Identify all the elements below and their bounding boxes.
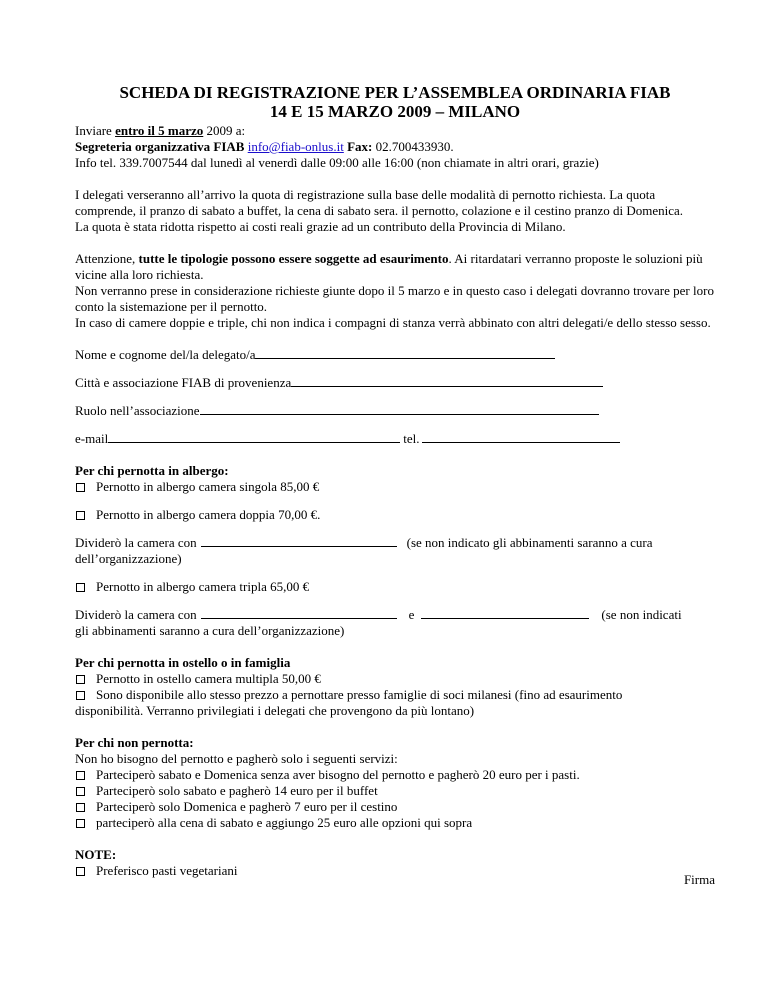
city-field [75,375,715,391]
warning-bold: tutte le tipologie possono essere soggette ad esaurimento [138,251,449,266]
fax-number: 02.700433930. [372,139,454,154]
send-prefix: Inviare [75,123,116,138]
nostay-option-3 [75,799,715,815]
title-line-1: SCHEDA DI REGISTRAZIONE PER L’ASSEMBLEA ORDINARIA FIAB [119,83,671,102]
warning-deadline: Non verranno prese in considerazione richieste giunte dopo il 5 marzo e in questo caso i delegati dovranno trovare per loro conto la sistemazione per il pernotto. [75,283,714,314]
nostay-label-3: Parteciperò solo Domenica e pagherò 7 euro per il cestino [96,799,398,814]
family-option [75,687,715,703]
double-share-note-cont: dell’organizzazione) [75,551,182,566]
double-share-label: Dividerò la camera con [75,535,197,550]
hostel-option [75,671,715,687]
email-link[interactable]: info@fiab-onlus.it [247,139,344,154]
intro-paragraph: I delegati verseranno all’arrivo la quota di registrazione sulla base delle modalità di pernotto richiesta. La quota comprende, il pranzo di sabato a buffet, la cena di sabato sera. il pernotto, colazione e il cestino pranzo di Domenica. [75,187,684,218]
role-field [75,403,715,419]
signature-label: Firma [683,872,715,887]
triple-and: e [408,607,415,622]
nostay-checkbox-1[interactable] [76,771,85,780]
hotel-double-option [75,507,715,523]
form-title [75,83,715,121]
hotel-double-label: Pernotto in albergo camera doppia 70,00 €. [96,507,321,522]
registration-form [75,83,715,879]
triple-share-label: Dividerò la camera con [75,607,197,622]
hostel-heading: Per chi pernotta in ostello o in famiglia [75,655,291,670]
vegetarian-option [75,863,715,879]
nostay-label-4: parteciperò alla cena di sabato e aggiungo 25 euro alle opzioni qui sopra [96,815,473,830]
role-input[interactable] [200,403,599,415]
nostay-option-1 [75,767,715,783]
intro-reduction: La quota è stata ridotta rispetto ai costi reali grazie ad un contributo della Provincia di Milano. [75,219,566,234]
info-line: Info tel. 339.7007544 dal lunedì al venerdì dalle 09:00 alle 16:00 (non chiamate in altri orari, grazie) [75,155,599,170]
double-share-note: (se non indicato gli abbinamenti saranno a cura [406,535,653,550]
send-suffix: 2009 a: [203,123,246,138]
hostel-checkbox[interactable] [76,675,85,684]
double-share-input[interactable] [201,535,397,547]
tel-input[interactable] [422,431,620,443]
role-label: Ruolo nell’associazione [75,403,200,418]
triple-share-note-cont: gli abbinamenti saranno a cura dell’organizzazione) [75,623,345,638]
warning-paragraph [75,251,715,283]
triple-share-field [75,607,715,623]
contact-field [75,431,715,447]
name-label: Nome e cognome del/la delegato/a [75,347,256,362]
hotel-triple-checkbox[interactable] [76,583,85,592]
vegetarian-checkbox[interactable] [76,867,85,876]
secretary-label: Segreteria organizzativa FIAB [75,139,245,154]
name-input[interactable] [255,347,555,359]
vegetarian-label: Preferisco pasti vegetariani [96,863,238,878]
hotel-heading: Per chi pernotta in albergo: [75,463,229,478]
hostel-label: Pernotto in ostello camera multipla 50,00 € [96,671,321,686]
city-label: Città e associazione FIAB di provenienza [75,375,292,390]
family-label: Sono disponibile allo stesso prezzo a pernottare presso famiglie di soci milanesi (fino ad esaurimento [96,687,623,702]
hotel-single-checkbox[interactable] [76,483,85,492]
warning-rest: . Ai ritardatari verranno proposte le soluzioni più vicine alla loro richiesta. [75,251,703,282]
nostay-label-2: Parteciperò solo sabato e pagherò 14 euro per il buffet [96,783,378,798]
notes-heading: NOTE: [75,847,117,862]
send-instructions [75,123,715,139]
email-input[interactable] [108,431,400,443]
title-line-2: 14 E 15 MARZO 2009 – MILANO [269,102,521,121]
triple-share-note: (se non indicati [601,607,682,622]
tel-label: tel. [403,431,420,446]
double-share-field [75,535,715,551]
nostay-heading: Per chi non pernotta: [75,735,194,750]
triple-share-input-2[interactable] [421,607,589,619]
nostay-checkbox-2[interactable] [76,787,85,796]
nostay-intro: Non ho bisogno del pernotto e pagherò solo i seguenti servizi: [75,751,398,766]
family-label-cont: disponibilità. Verranno privilegiati i delegati che provengono da più lontano) [75,703,475,718]
email-label: e-mail [75,431,109,446]
fax-label: Fax: [347,139,373,154]
warning-roommates: In caso di camere doppie e triple, chi non indica i compagni di stanza verrà abbinato con altri delegati/e dello stesso sesso. [75,315,711,330]
triple-share-input-1[interactable] [201,607,397,619]
name-field [75,347,715,363]
hotel-triple-option [75,579,715,595]
hotel-triple-label: Pernotto in albergo camera tripla 65,00 € [96,579,310,594]
nostay-option-4 [75,815,715,831]
nostay-checkbox-4[interactable] [76,819,85,828]
warning-lead: Attenzione, [75,251,139,266]
nostay-label-1: Parteciperò sabato e Domenica senza aver bisogno del pernotto e pagherò 20 euro per i pasti. [96,767,580,782]
city-input[interactable] [291,375,603,387]
hotel-double-checkbox[interactable] [76,511,85,520]
nostay-option-2 [75,783,715,799]
family-checkbox[interactable] [76,691,85,700]
send-deadline: entro il 5 marzo [115,123,204,138]
hotel-single-label: Pernotto in albergo camera singola 85,00 € [96,479,320,494]
hotel-single-option [75,479,715,495]
nostay-checkbox-3[interactable] [76,803,85,812]
secretary-line [75,139,715,155]
